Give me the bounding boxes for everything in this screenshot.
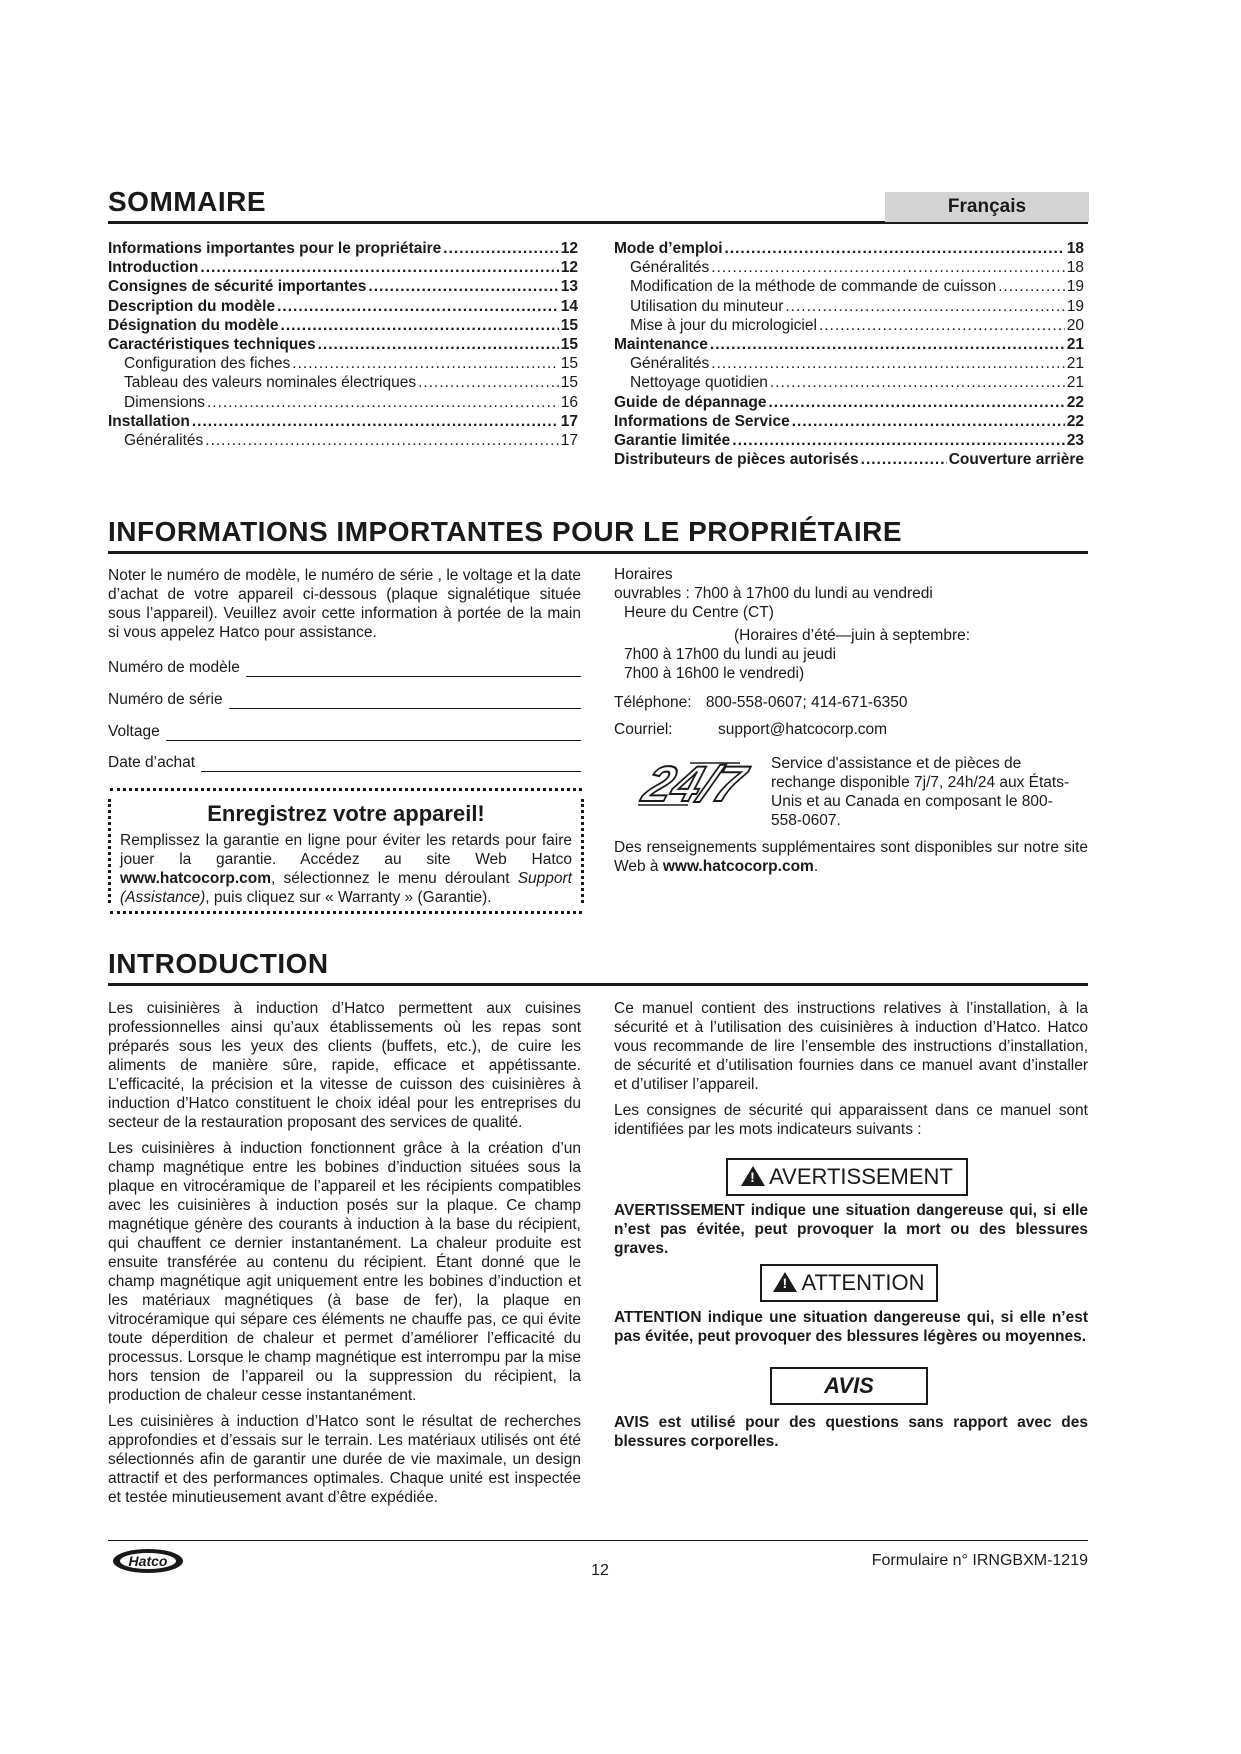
notice-description: AVIS est utilisé pour des questions sans rapport avec des blessures corporelles. [614,1414,1088,1450]
toc-entry[interactable] [108,278,578,297]
register-text-2: , sélectionnez le menu déroulant [271,870,518,887]
owner-info-intro: Noter le numéro de modèle, le numéro de série , le voltage et la date d’achat de votre appareil ci-dessous (plaque signalétique située sous l’appareil). Veuillez avoir cette information à portée de la main si vous appelez Hatco pour assistance. [108,567,581,641]
serial-number-line [229,690,581,709]
caution-triangle-icon [773,1272,797,1292]
toc-entry-page: Couverture arrière [948,451,1084,469]
toc-entry[interactable] [614,317,1084,336]
toc-entry[interactable] [614,432,1084,451]
toc-entry[interactable] [108,240,578,259]
register-support-label: Support (Assistance) [120,870,572,906]
more-info-prefix: Des renseignements supplémentaires sont disponibles sur notre site Web à [614,839,1088,875]
toc-entry[interactable] [108,355,578,374]
model-number-label: Numéro de modèle [108,659,240,676]
model-number-line [246,658,581,677]
introduction-left-column [108,999,581,1507]
toc-dot-leader [770,374,1065,392]
toc-dot-leader [292,355,558,373]
language-tab: Français [885,192,1089,222]
service-24-7-icon [630,753,760,815]
toc-entry[interactable] [108,336,578,355]
phone-row [614,694,908,712]
service-24-7-text: 24/7 [636,756,753,812]
toc-entry-label: Généralités [630,355,710,373]
hatco-logo-text: Hatco [128,1553,168,1569]
notice-signal-box [770,1367,928,1405]
introduction-title: INTRODUCTION [108,948,329,979]
service-availability-text: Service d'assistance et de pièces de rechange disponible 7j/7, 24h/24 aux États-Unis et au Canada en composant le 800-558-0607. [771,755,1070,829]
toc-dot-leader [200,259,558,277]
toc-dot-leader [732,432,1064,450]
toc-dot-leader [207,394,559,412]
toc-entry[interactable] [108,374,578,393]
toc-entry[interactable] [108,298,578,317]
register-text-3: , puis cliquez sur « Warranty » (Garantie). [205,889,492,906]
toc-dot-leader [277,298,559,316]
toc-entry-label: Description du modèle [108,297,276,315]
toc-entry-label: Tableau des valeurs nominales électriques [124,374,417,392]
toc-entry-page: 22 [1066,412,1084,430]
more-info-suffix: . [813,858,819,875]
caution-label: ATTENTION [801,1270,925,1295]
toc-entry-label: Maintenance [614,335,708,353]
introduction-paragraph-5: Les consignes de sécurité qui apparaissent dans ce manuel sont identifiées par les mots indicateurs suivants : [614,1102,1088,1138]
toc-entry-page: 20 [1066,316,1084,334]
summer-hours-line-1: 7h00 à 17h00 du lundi au jeudi [624,646,837,663]
toc-entry-label: Consignes de sécurité importantes [108,278,367,296]
toc-entry[interactable] [614,278,1084,297]
toc-entry-page: 21 [1066,335,1084,353]
toc-entry-page: 17 [560,431,578,449]
phone-value[interactable]: 800-558-0607; 414-671-6350 [705,694,908,711]
warning-signal-box [726,1158,968,1196]
email-row [614,721,888,739]
toc-dot-leader [768,394,1064,412]
purchase-date-line [201,753,581,772]
toc-entry-label: Nettoyage quotidien [630,374,768,392]
toc-entry-page: 18 [1066,259,1084,277]
purchase-date-label: Date d’achat [108,754,196,771]
warning-label: AVERTISSEMENT [769,1164,953,1189]
warning-triangle-icon [741,1166,765,1186]
toc-entry-page: 13 [560,278,578,296]
toc-entry-label: Désignation du modèle [108,316,279,334]
owner-info-rule [108,551,1088,554]
voltage-field[interactable] [108,717,581,741]
toc-entry[interactable] [108,317,578,336]
more-info-text [614,838,1088,876]
email-value[interactable]: support@hatcocorp.com [718,721,888,738]
toc-entry-page: 17 [560,412,578,430]
toc-dot-leader [819,317,1065,335]
toc-entry-label: Guide de dépannage [614,393,767,411]
toc-entry-page: 15 [560,374,578,392]
hatco-logo-icon [112,1548,184,1574]
toc-entry-page: 22 [1066,393,1084,411]
introduction-rule [108,983,1088,986]
toc-dot-leader [318,336,559,354]
toc-entry-page: 15 [560,355,578,373]
form-number: Formulaire n° IRNGBXM-1219 [871,1552,1088,1569]
phone-label: Téléphone: [614,694,692,711]
owner-info-title: INFORMATIONS IMPORTANTES POUR LE PROPRIÉTAIRE [108,516,903,547]
introduction-paragraph-3: Les cuisinières à induction d’Hatco sont le résultat de recherches approfondies et d’essais sur le terrain. Les matériaux utilisés ont été sélectionnés afin de garantir une durée de vie maximale, un design attractif et des performances optimales. Chaque unité est inspectée et testée minutieusement avant d’être expédiée. [108,1413,581,1506]
warning-description: AVERTISSEMENT indique une situation dangereuse qui, si elle n’est pas évitée, peut provoquer la mort ou des blessures graves. [614,1202,1088,1257]
notice-label: AVIS [824,1373,874,1398]
toc-entry-label: Distributeurs de pièces autorisés [614,451,859,469]
register-text-1: Remplissez la garantie en ligne pour éviter les retards pour faire jouer la garantie. Accédez au site Web Hatco [120,832,572,868]
introduction-paragraph-2: Les cuisinières à induction fonctionnent grâce à la création d’un champ magnétique entre les bobines d’induction situées sous la plaque en vitrocéramique de l’appareil et les récipients compatibles avec les cuisinières à induction posés sur la plaque. Ce champ magnétique génère des courants à induction à la base du récipient, qui chauffent ce dernier instantanément. La chaleur produite est ensuite transférée au contenu du récipient. Étant donné que le champ magnétique agit uniquement entre les bobines d’induction et les matériaux magnétiques (à base de fer), la plaque en vitrocéramique qui sépare ces éléments ne chauffe pas, ce qui évite toute déperdition de chaleur et permet d’améliorer l’efficacité du processus. Lorsque le champ magnétique est interrompu par la mise hors tension de l’appareil ou la suppression du récipient, la production de chaleur cesse instantanément. [108,1140,581,1404]
toc-entry-page: 19 [1066,278,1084,296]
email-label: Courriel: [614,721,673,738]
toc-entry-label: Mode d’emploi [614,240,723,257]
toc-entry-label: Modification de la méthode de commande de cuisson [630,278,997,296]
serial-number-label: Numéro de série [108,691,223,708]
toc-entry[interactable] [108,394,578,413]
toc-entry-page: 23 [1066,431,1084,449]
toc-entry-page: 21 [1066,374,1084,392]
summer-hours-line-2: 7h00 à 16h00 le vendredi) [624,665,805,682]
toc-entry[interactable] [614,336,1084,355]
toc-dot-leader [710,336,1065,354]
toc-entry[interactable] [614,298,1084,317]
introduction-right-column [614,999,1088,1139]
toc-dot-leader [711,259,1064,277]
toc-dot-leader [368,278,558,296]
toc-entry[interactable] [614,259,1084,278]
toc-entry-label: Configuration des fiches [124,355,291,373]
toc-entry-label: Garantie limitée [614,431,731,449]
toc-entry[interactable] [108,259,578,278]
toc-entry-label: Caractéristiques techniques [108,335,316,353]
toc-entry[interactable] [614,394,1084,413]
register-text [120,831,572,907]
toc-entry-label: Informations importantes pour le propriétaire [108,240,442,257]
toc-dot-leader [792,413,1065,431]
toc-dot-leader [998,278,1065,296]
toc-dot-leader [711,355,1064,373]
toc-entry[interactable] [614,413,1084,432]
model-number-field[interactable] [108,653,581,677]
toc-dot-leader [192,413,559,431]
toc-entry[interactable] [614,451,1084,470]
toc-entry-page: 18 [1066,240,1084,257]
toc-entry-page: 15 [560,335,578,353]
toc-right-column [614,240,1084,470]
summer-hours-label: (Horaires d’été—juin à septembre: [734,627,971,644]
toc-entry-label: Installation [108,412,190,430]
hours-line-2: Heure du Centre (CT) [624,604,774,621]
caution-description: ATTENTION indique une situation dangereuse qui, si elle n’est pas évitée, peut provoquer des blessures légères ou moyennes. [614,1309,1088,1345]
hours-line-1: ouvrables : 7h00 à 17h00 du lundi au vendredi [614,585,933,602]
toc-dot-leader [785,298,1064,316]
register-website-link[interactable]: www.hatcocorp.com [120,870,272,887]
toc-entry-page: 21 [1066,355,1084,373]
hours-label: Horaires [614,566,673,583]
toc-entry-label: Mise à jour du micrologiciel [630,316,817,334]
toc-entry-label: Généralités [630,259,710,277]
toc-title: SOMMAIRE [108,186,266,217]
toc-entry-page: 16 [560,393,578,411]
toc-dot-leader [281,317,559,335]
toc-entry[interactable] [614,374,1084,393]
toc-entry[interactable] [614,240,1084,259]
page-number: 12 [591,1562,609,1579]
toc-entry-page: 15 [560,316,578,334]
register-title: Enregistrez votre appareil! [207,801,485,826]
toc-entry-label: Introduction [108,259,199,277]
toc-entry-page: 19 [1066,297,1084,315]
toc-left-column [108,240,578,451]
toc-entry[interactable] [614,355,1084,374]
toc-dot-leader [205,432,558,450]
voltage-line [166,722,581,741]
introduction-paragraph-4: Ce manuel contient des instructions relatives à l’installation, à la sécurité et à l’utilisation des cuisinières à induction d’Hatco. Hatco vous recommande de lire l’ensemble des instructions d’installation, de sécurité et d’utilisation fournies dans ce manuel avant d’installer et d’utiliser l’appareil. [614,1000,1088,1093]
toc-entry-label: Généralités [124,431,204,449]
footer-rule [108,1540,1088,1541]
toc-entry-label: Dimensions [124,393,205,411]
toc-entry-page: 12 [560,240,578,257]
toc-dot-leader [443,240,558,258]
toc-entry[interactable] [108,413,578,432]
purchase-date-field[interactable] [108,748,581,772]
toc-entry-page: 14 [560,297,578,315]
more-info-website-link[interactable]: www.hatcocorp.com [662,858,814,875]
caution-signal-box [760,1264,938,1302]
toc-entry[interactable] [108,432,578,451]
toc-dot-leader [725,240,1065,258]
toc-entry-label: Utilisation du minuteur [630,297,784,315]
toc-dot-leader [418,374,559,392]
serial-number-field[interactable] [108,685,581,709]
voltage-label: Voltage [108,723,160,740]
introduction-paragraph-1: Les cuisinières à induction d’Hatco permettent aux cuisines professionnelles ainsi qu’aux établissements où les repas sont préparés sous les yeux des clients (buffets, etc.), de cuire les aliments de manière sûre, rapide, efficace et appétissante. L’efficacité, la précision et la vitesse de cuisson des cuisinières à induction d’Hatco constituent le choix idéal pour les entreprises du secteur de la restauration proposant des services de qualité. [108,1000,581,1131]
toc-entry-page: 12 [560,259,578,277]
toc-dot-leader [861,451,947,469]
toc-entry-label: Informations de Service [614,412,790,430]
register-box [110,788,582,914]
